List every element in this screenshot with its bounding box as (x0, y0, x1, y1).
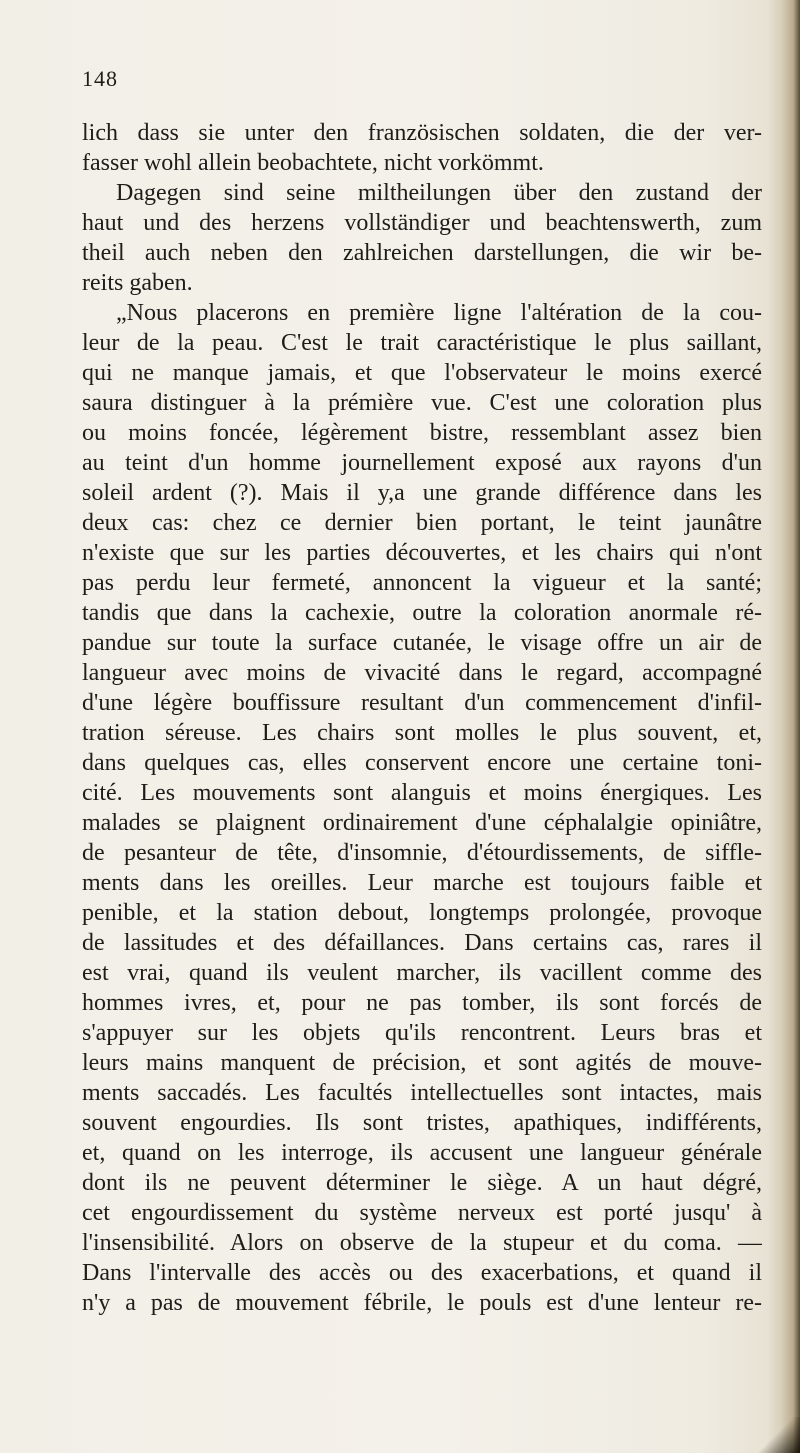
text-line: cet engourdissement du système nerveux est porté jusqu' à (82, 1200, 762, 1226)
text-line: s'appuyer sur les objets qu'ils rencontrent. Leurs bras et (82, 1020, 762, 1046)
text-line: pas perdu leur fermeté, annoncent la vigueur et la santé; (82, 570, 762, 596)
text-line: hommes ivres, et, pour ne pas tomber, ils sont forcés de (82, 990, 762, 1016)
text-line: ments dans les oreilles. Leur marche est toujours faible et (82, 870, 762, 896)
page-corner-shadow (740, 1417, 800, 1453)
body-text (82, 118, 762, 1318)
text-line: qui ne manque jamais, et que l'observateur le moins exercé (82, 360, 762, 386)
text-line: souvent engourdies. Ils sont tristes, apathiques, indifférents, (82, 1110, 762, 1136)
text-line: Dans l'intervalle des accès ou des exacerbations, et quand il (82, 1260, 762, 1286)
text-line: leurs mains manquent de précision, et sont agités de mouve- (82, 1050, 762, 1076)
text-line: cité. Les mouvements sont alanguis et moins énergiques. Les (82, 780, 762, 806)
text-line: n'y a pas de mouvement fébrile, le pouls est d'une lenteur re- (82, 1290, 762, 1316)
text-line: tandis que dans la cachexie, outre la coloration anormale ré- (82, 600, 762, 626)
text-line: est vrai, quand ils veulent marcher, ils vacillent comme des (82, 960, 762, 986)
text-line: de lassitudes et des défaillances. Dans certains cas, rares il (82, 930, 762, 956)
text-line: n'existe que sur les parties découvertes, et les chairs qui n'ont (82, 540, 762, 566)
text-line: Dagegen sind seine miltheilungen über den zustand der (116, 180, 762, 206)
text-line: lich dass sie unter den französischen soldaten, die der ver- (82, 120, 762, 146)
text-line: „Nous placerons en première ligne l'altération de la cou- (116, 300, 762, 326)
text-line: haut und des herzens vollständiger und beachtenswerth, zum (82, 210, 762, 236)
text-line: dont ils ne peuvent déterminer le siège. A un haut dégré, (82, 1170, 762, 1196)
text-line: d'une légère bouffissure resultant d'un commencement d'infil- (82, 690, 762, 716)
text-line: deux cas: chez ce dernier bien portant, le teint jaunâtre (82, 510, 762, 536)
text-line: theil auch neben den zahlreichen darstellungen, die wir be- (82, 240, 762, 266)
text-line: langueur avec moins de vivacité dans le regard, accompagné (82, 660, 762, 686)
text-line: soleil ardent (?). Mais il y,a une grande différence dans les (82, 480, 762, 506)
text-line: reits gaben. (82, 270, 193, 296)
text-line: saura distinguer à la prémière vue. C'est une coloration plus (82, 390, 762, 416)
text-line: l'insensibilité. Alors on observe de la stupeur et du coma. — (82, 1230, 762, 1256)
page-number: 148 (82, 66, 118, 91)
text-line: malades se plaignent ordinairement d'une céphalalgie opiniâtre, (82, 810, 762, 836)
text-line: au teint d'un homme journellement exposé aux rayons d'un (82, 450, 762, 476)
text-line: ments saccadés. Les facultés intellectuelles sont intactes, mais (82, 1080, 762, 1106)
text-line: pandue sur toute la surface cutanée, le visage offre un air de (82, 630, 762, 656)
text-line: tration séreuse. Les chairs sont molles le plus souvent, et, (82, 720, 762, 746)
text-line: dans quelques cas, elles conservent encore une certaine toni- (82, 750, 762, 776)
text-line: et, quand on les interroge, ils accusent une langueur générale (82, 1140, 762, 1166)
text-line: leur de la peau. C'est le trait caractéristique le plus saillant, (82, 330, 762, 356)
text-line: ou moins foncée, légèrement bistre, ressemblant assez bien (82, 420, 762, 446)
text-line: fasser wohl allein beobachtete, nicht vorkömmt. (82, 150, 544, 176)
page-edge-shadow (766, 0, 800, 1453)
text-line: de pesanteur de tête, d'insomnie, d'étourdissements, de siffle- (82, 840, 762, 866)
text-line: penible, et la station debout, longtemps prolongée, provoque (82, 900, 762, 926)
